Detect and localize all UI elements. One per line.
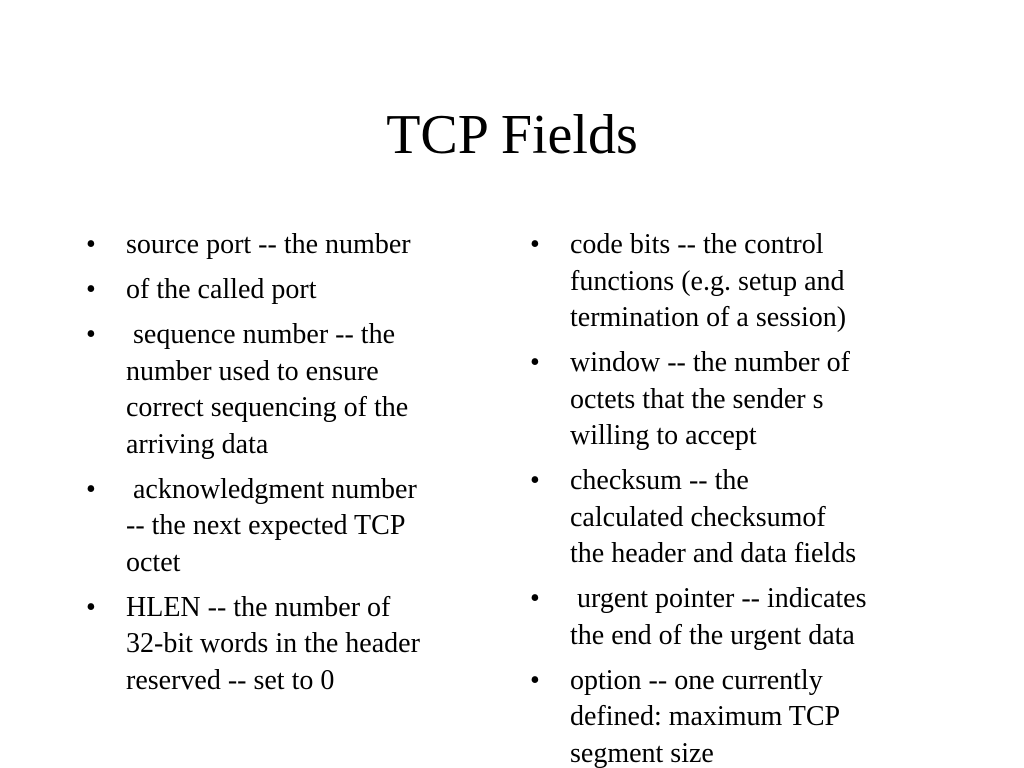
slide-title: TCP Fields	[386, 104, 638, 166]
bullet-icon: •	[530, 583, 540, 614]
bullet-item	[86, 472, 500, 582]
bullet-text-line: willing to accept	[570, 420, 757, 451]
bullet-text-line: segment size	[570, 737, 714, 768]
bullet-text-line: functions (e.g. setup and	[570, 265, 845, 297]
bullet-icon: •	[86, 319, 96, 350]
bullet-text-line: the header and data fields	[570, 538, 857, 569]
bullet-item	[530, 581, 950, 654]
bullet-text-line: correct sequencing of the	[126, 392, 409, 423]
bullet-text-line: octets that the sender s	[570, 383, 824, 415]
bullet-icon: •	[530, 347, 540, 378]
bullet-text-line: octet	[126, 546, 181, 578]
bullet-item	[530, 663, 950, 768]
bullet-icon: •	[86, 274, 96, 305]
bullet-item	[86, 590, 500, 700]
bullet-item	[86, 227, 500, 264]
bullet-item	[530, 227, 950, 337]
bullet-icon: •	[530, 664, 540, 696]
bullet-text-line: 32-bit words in the header	[126, 628, 420, 659]
bullet-text-line: -- the next expected TCP	[126, 510, 406, 541]
bullet-text-line: the end of the urgent data	[570, 619, 855, 651]
bullet-text-line: reserved -- set to 0	[126, 664, 335, 696]
bullet-text-line: defined: maximum TCP	[570, 701, 841, 732]
bullet-text-line: acknowledgment number	[126, 473, 417, 505]
bullet-text-line: calculated checksumof	[570, 501, 826, 533]
bullet-text-line: termination of a session)	[570, 302, 847, 333]
bullet-text-line: code bits -- the control	[570, 229, 824, 260]
bullet-text-line: sequence number -- the	[126, 319, 395, 350]
bullet-text-line: number used to ensure	[126, 355, 379, 387]
bullet-text-line: of the called port	[126, 274, 317, 305]
bullet-icon: •	[86, 473, 96, 505]
bullet-item	[86, 272, 500, 309]
right-bullet-list	[530, 227, 950, 768]
bullet-text-line: window -- the number of	[570, 347, 850, 378]
bullet-icon: •	[530, 229, 540, 260]
bullet-text-line: checksum -- the	[570, 465, 749, 496]
bullet-icon: •	[86, 591, 96, 623]
bullet-icon: •	[86, 229, 96, 260]
bullet-text-line: source port -- the number	[126, 229, 411, 260]
bullet-text-line: HLEN -- the number of	[126, 591, 391, 623]
bullet-text-line: urgent pointer -- indicates	[570, 583, 867, 614]
left-bullet-list	[86, 227, 500, 708]
bullet-icon: •	[530, 465, 540, 496]
bullet-item	[86, 317, 500, 463]
bullet-text-line: arriving data	[126, 428, 269, 460]
bullet-item	[530, 463, 950, 573]
bullet-text-line: option -- one currently	[570, 664, 823, 696]
bullet-item	[530, 345, 950, 455]
